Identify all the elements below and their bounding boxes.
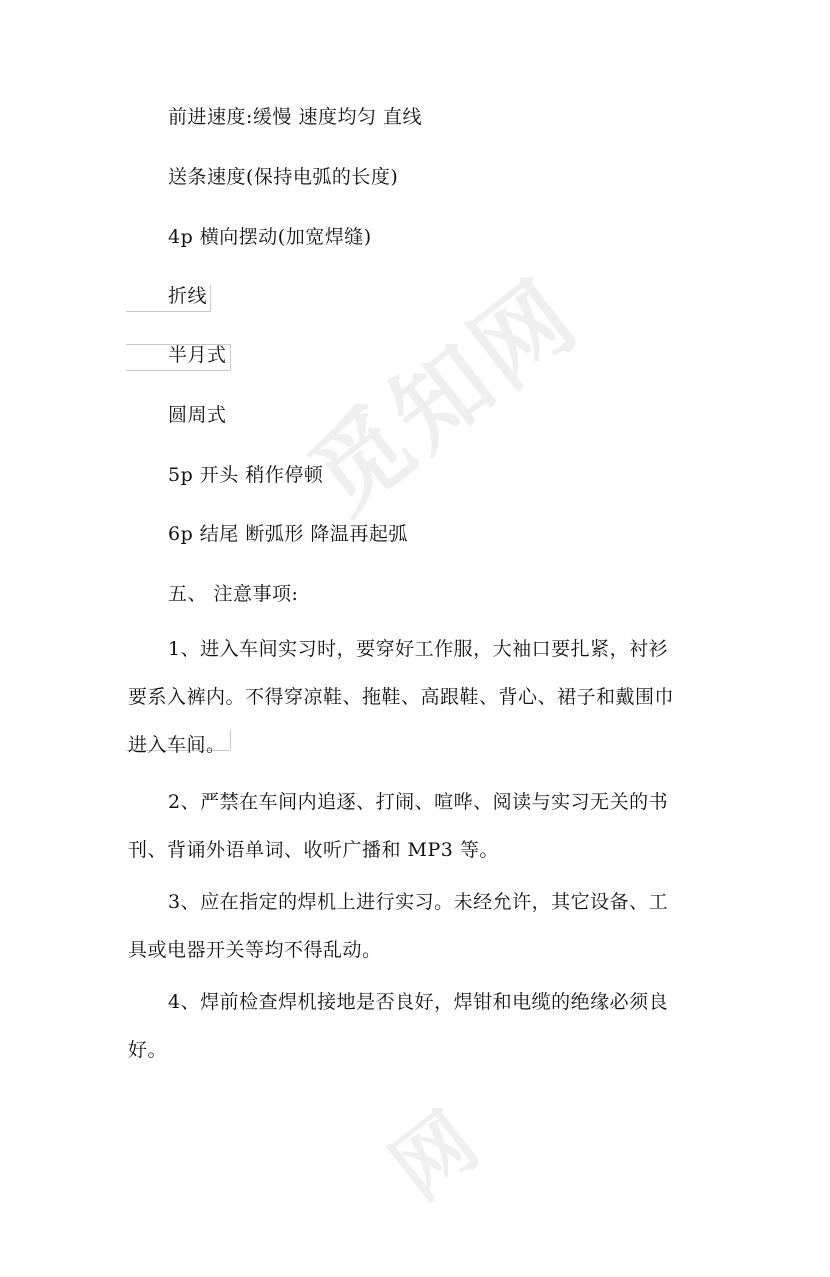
paragraph-line: 1、进入车间实习时，要穿好工作服，大袖口要扎紧，衬衫 [168, 638, 669, 660]
text-line-half-moon: 半月式 [168, 344, 227, 366]
text-line-lateral-swing: 4p 横向摆动(加宽焊缝) [168, 226, 372, 248]
paragraph-line: 进入车间。 [128, 734, 226, 756]
text-line-end: 6p 结尾 断弧形 降温再起弧 [168, 523, 408, 545]
watermark: 觅知网 [289, 257, 600, 535]
layout-mark [210, 285, 211, 311]
paragraph-1 [128, 637, 708, 781]
text-line-zigzag: 折线 [168, 285, 208, 307]
paragraph-line: 具或电器开关等均不得乱动。 [128, 939, 382, 961]
text-line-feed-speed: 送条速度(保持电弧的长度) [168, 166, 399, 188]
text-line-start: 5p 开头 稍作停顿 [168, 464, 324, 486]
paragraph-line: 要系入裤内。不得穿凉鞋、拖鞋、高跟鞋、背心、裙子和戴围巾 [128, 686, 675, 708]
paragraph-line: 4、焊前检查焊机接地是否良好，焊钳和电缆的绝缘必须良 [168, 991, 669, 1013]
paragraph-line: 好。 [128, 1039, 168, 1061]
watermark-bottom: 网 [374, 1094, 495, 1217]
layout-mark [126, 370, 230, 371]
layout-mark [126, 344, 230, 345]
paragraph-line: 3、应在指定的焊机上进行实习。未经允许，其它设备、工 [168, 891, 669, 913]
paragraph-2 [128, 790, 708, 886]
paragraph-line: 2、严禁在车间内追逐、打闹、喧哗、阅读与实习无关的书 [168, 791, 669, 813]
layout-mark [230, 344, 231, 370]
paragraph-line: 刊、背诵外语单词、收听广播和 MP3 等。 [128, 839, 499, 861]
layout-mark [126, 311, 211, 312]
paragraph-3 [128, 890, 708, 986]
text-line-circular: 圆周式 [168, 404, 227, 426]
section-heading-precautions: 五、 注意事项: [168, 583, 299, 605]
paragraph-4 [128, 990, 708, 1086]
text-line-forward-speed: 前进速度:缓慢 速度均匀 直线 [168, 106, 422, 128]
